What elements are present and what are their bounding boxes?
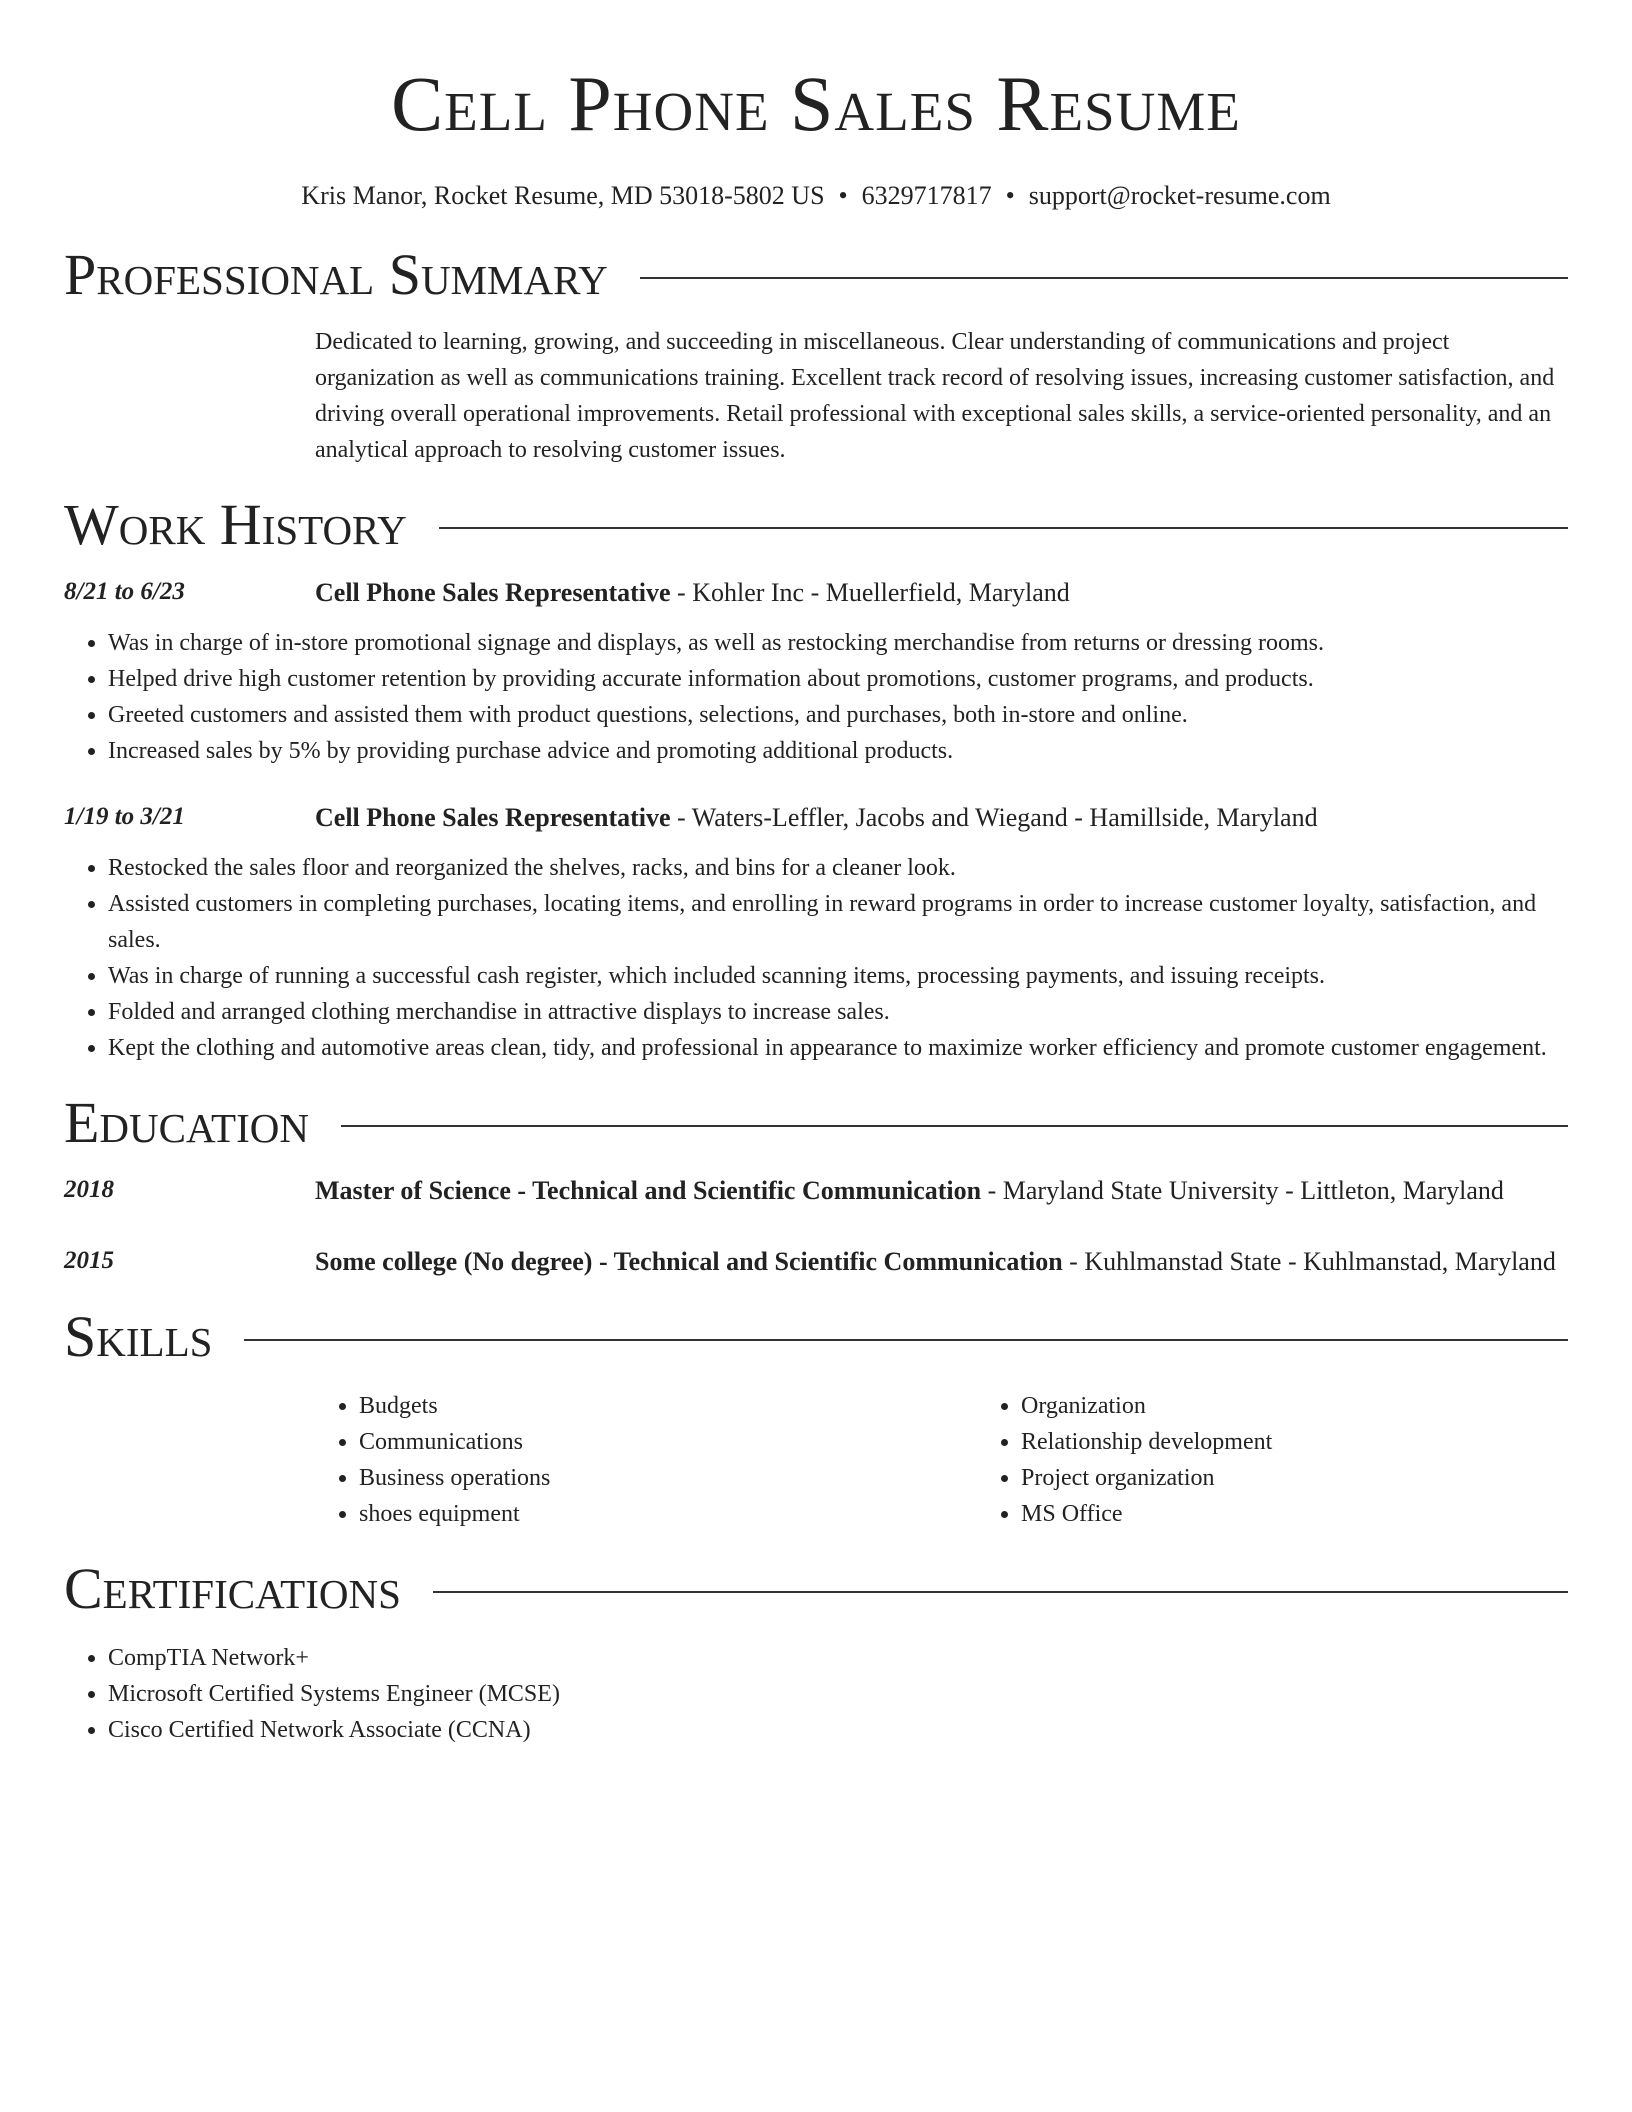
job-header bbox=[315, 574, 1568, 611]
skill-item: • Organization bbox=[1021, 1388, 1632, 1424]
skill-item: • shoes equipment bbox=[359, 1496, 977, 1532]
skills-list bbox=[315, 1388, 1568, 1532]
skills-column-right bbox=[977, 1388, 1632, 1532]
education-entry bbox=[64, 1172, 1568, 1209]
section-divider bbox=[433, 1591, 1568, 1593]
work-heading: Work History bbox=[64, 492, 407, 557]
job-bullet: • Kept the clothing and automotive areas clean, tidy, and professional in appearance to maximize worker efficiency and promote customer engagement. bbox=[108, 1030, 1568, 1066]
job-details: - Waters-Leffler, Jacobs and Wiegand - Hamillside, Maryland bbox=[670, 803, 1318, 832]
education-section-header bbox=[64, 1090, 1568, 1156]
job-bullet: • Increased sales by 5% by providing purchase advice and promoting additional products. bbox=[108, 733, 1568, 769]
education-year: 2015 bbox=[64, 1247, 114, 1274]
skill-item: • Business operations bbox=[359, 1460, 977, 1496]
skill-item: • Relationship development bbox=[1021, 1424, 1632, 1460]
contact-separator: • bbox=[838, 181, 848, 210]
education-degree: Master of Science - Technical and Scientific Communication bbox=[315, 1176, 982, 1205]
education-degree: Some college (No degree) - Technical and Scientific Communication bbox=[315, 1247, 1063, 1276]
summary-section-header bbox=[64, 242, 1568, 308]
education-year: 2018 bbox=[64, 1176, 114, 1203]
education-entry bbox=[64, 1243, 1568, 1280]
resume-title: Cell Phone Sales Resume bbox=[391, 60, 1241, 147]
skill-item: • Communications bbox=[359, 1424, 977, 1460]
job-details: - Kohler Inc - Muellerfield, Maryland bbox=[670, 578, 1070, 607]
job-bullets bbox=[64, 850, 1568, 1066]
job-dates: 1/19 to 3/21 bbox=[64, 803, 185, 830]
job-bullet: • Assisted customers in completing purchases, locating items, and enrolling in reward programs in order to increase customer loyalty, satisfaction, and sales. bbox=[108, 886, 1568, 958]
section-divider bbox=[439, 527, 1568, 529]
job-bullet: • Greeted customers and assisted them with product questions, selections, and purchases, both in-store and online. bbox=[108, 697, 1568, 733]
skill-item: • Project organization bbox=[1021, 1460, 1632, 1496]
job-header bbox=[315, 799, 1568, 836]
skills-column-left bbox=[315, 1388, 977, 1532]
job-bullet: • Helped drive high customer retention by providing accurate information about promotions, customer programs, and products. bbox=[108, 661, 1568, 697]
job-title: Cell Phone Sales Representative bbox=[315, 803, 671, 832]
job-title: Cell Phone Sales Representative bbox=[315, 578, 671, 607]
job-entry bbox=[64, 799, 1568, 836]
job-entry bbox=[64, 574, 1568, 611]
education-heading: Education bbox=[64, 1090, 309, 1155]
section-divider bbox=[341, 1125, 1568, 1127]
contact-email: support@rocket-resume.com bbox=[1028, 181, 1331, 210]
certification-item: • Microsoft Certified Systems Engineer (MCSE) bbox=[108, 1676, 1568, 1712]
certification-item: • Cisco Certified Network Associate (CCNA) bbox=[108, 1712, 1568, 1748]
education-school: - Maryland State University - Littleton, Maryland bbox=[981, 1176, 1504, 1205]
contact-phone: 6329717817 bbox=[861, 181, 992, 210]
skills-section-header bbox=[64, 1304, 1568, 1370]
job-bullet: • Folded and arranged clothing merchandise in attractive displays to increase sales. bbox=[108, 994, 1568, 1030]
job-bullet: • Restocked the sales floor and reorganized the shelves, racks, and bins for a cleaner look. bbox=[108, 850, 1568, 886]
contact-line bbox=[64, 180, 1568, 212]
education-details bbox=[315, 1172, 1568, 1209]
skill-item: • MS Office bbox=[1021, 1496, 1632, 1532]
section-divider bbox=[640, 277, 1568, 279]
skills-heading: Skills bbox=[64, 1304, 213, 1369]
job-bullet: • Was in charge of in-store promotional signage and displays, as well as restocking merchandise from returns or dressing rooms. bbox=[108, 625, 1568, 661]
certifications-section-header bbox=[64, 1556, 1568, 1622]
certifications-list bbox=[64, 1640, 1568, 1748]
work-section-header bbox=[64, 492, 1568, 558]
skill-item: • Budgets bbox=[359, 1388, 977, 1424]
summary-text: Dedicated to learning, growing, and succeeding in miscellaneous. Clear understanding of communications and project organization as well as communications training. Excellent track record of resolving issues, increasing customer satisfaction, and driving overall operational improvements. Retail professional with exceptional sales skills, a service-oriented personality, and an analytical approach to resolving customer issues. bbox=[315, 329, 1555, 463]
certification-item: • CompTIA Network+ bbox=[108, 1640, 1568, 1676]
contact-address: Kris Manor, Rocket Resume, MD 53018-5802 US bbox=[301, 181, 825, 210]
summary-heading: Professional Summary bbox=[64, 242, 608, 307]
section-divider bbox=[244, 1339, 1568, 1341]
job-bullet: • Was in charge of running a successful cash register, which included scanning items, processing payments, and issuing receipts. bbox=[108, 958, 1568, 994]
education-details bbox=[315, 1243, 1568, 1280]
contact-separator: • bbox=[1005, 181, 1015, 210]
job-dates: 8/21 to 6/23 bbox=[64, 578, 185, 605]
education-school: - Kuhlmanstad State - Kuhlmanstad, Maryland bbox=[1062, 1247, 1556, 1276]
certifications-heading: Certifications bbox=[64, 1556, 401, 1621]
job-bullets bbox=[64, 625, 1568, 769]
